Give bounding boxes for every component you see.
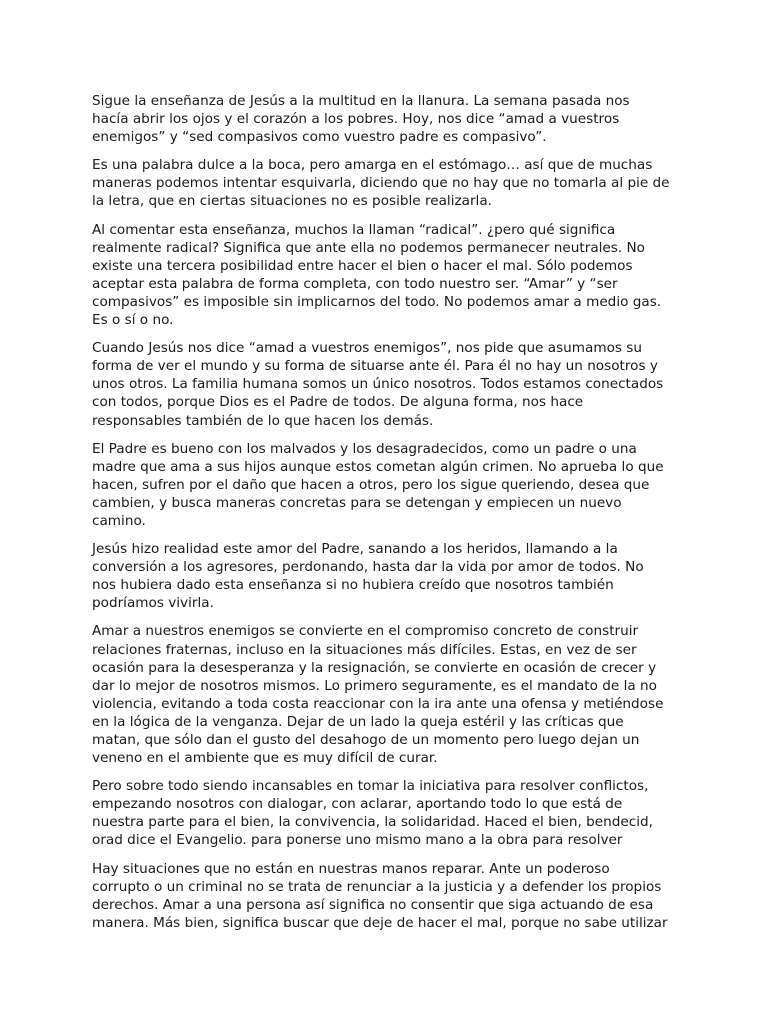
paragraph-2: Es una palabra dulce a la boca, pero amarga en el estómago… así que de muchas maneras podemos intentar esquivarla, diciendo que no hay que no tomarla al pie de la letra, que en ciertas situaciones no es posible realizarla. bbox=[92, 157, 670, 210]
paragraph-6: Jesús hizo realidad este amor del Padre, sanando a los heridos, llamando a la conversión a los agresores, perdonando, hasta dar la vida por amor de todos. No nos hubiera dado esta enseñanza si no hubiera creído que nosotros también podríamos vivirla. bbox=[92, 541, 644, 612]
paragraph-5: El Padre es bueno con los malvados y los desagradecidos, como un padre o una madre que ama a sus hijos aunque estos cometan algún crimen. No aprueba lo que hacen, sufren por el daño que hacen a otros, pero los sigue queriendo, desea que cambien, y busca maneras concretas para se detengan y empiecen un nuevo camino. bbox=[92, 440, 664, 529]
paragraph-8: Pero sobre todo siendo incansables en tomar la iniciativa para resolver conflictos, empezando nosotros con dialogar, con aclarar, aportando todo lo que está de nuestra parte para el bien, la convivencia, la solidaridad. Haced el bien, bendecid, orad dice el Evangelio. para ponerse uno mismo mano a la obra para resolver bbox=[92, 778, 653, 849]
paragraph-4: Cuando Jesús nos dice “amad a vuestros enemigos”, nos pide que asumamos su forma de ver el mundo y su forma de situarse ante él. Para él no hay un nosotros y unos otros. La familia humana somos un único nosotros. Todos estamos conectados con todos, porque Dios es el Padre de todos. De alguna forma, nos hace responsables también de lo que hacen los demás. bbox=[92, 340, 664, 429]
paragraph-7: Amar a nuestros enemigos se convierte en el compromiso concreto de construir relaciones fraternas, incluso en la situaciones más difíciles. Estas, en vez de ser ocasión para la desesperanza y la resignación, se convierte en ocasión de crecer y dar lo mejor de nosotros mismos. Lo primero seguramente, es el mandato de la no violencia, evitando a toda costa reaccionar con la ira ante una ofensa y metiéndose en la lógica de la venganza. Dejar de un lado la queja estéril y las críticas que matan, que sólo dan el gusto del desahogo de un momento pero luego dejan un veneno en el ambiente que es muy difícil de curar. bbox=[92, 623, 664, 767]
paragraph-3: Al comentar esta enseñanza, muchos la llaman “radical”. ¿pero qué significa realmente radical? Significa que ante ella no podemos permanecer neutrales. No existe una tercera posibilidad entre hacer el bien o hacer el mal. Sólo podemos aceptar esta palabra de forma completa, con todo nuestro ser. “Amar” y “ser compasivos” es imposible sin implicarnos del todo. No podemos amar a medio gas. Es o sí o no. bbox=[92, 221, 662, 329]
paragraph-1: Sigue la enseñanza de Jesús a la multitud en la llanura. La semana pasada nos hacía abrir los ojos y el corazón a los pobres. Hoy, nos dice “amad a vuestros enemigos” y “sed compasivos como vuestro padre es compasivo”. bbox=[92, 93, 630, 146]
paragraph-9: Hay situaciones que no están en nuestras manos reparar. Ante un poderoso corrupto o un criminal no se trata de renunciar a la justicia y a defender los propios derechos. Amar a una persona así significa no consentir que siga actuando de esa manera. Más bien, significa buscar que deje de hacer el mal, porque no sabe utilizar bbox=[92, 860, 668, 931]
document-page bbox=[92, 92, 686, 942]
